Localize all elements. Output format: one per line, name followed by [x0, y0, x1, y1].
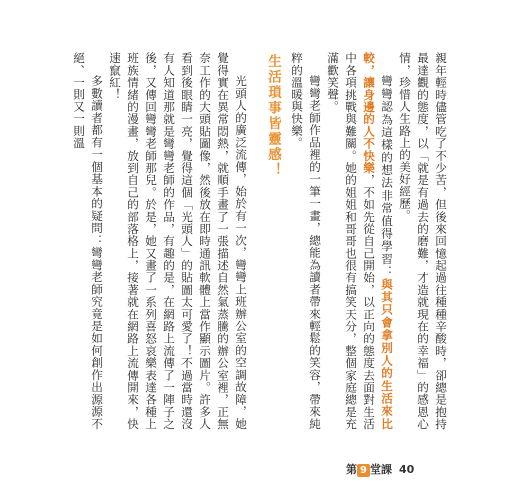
lesson-label: [346, 461, 392, 477]
body-text: [72, 52, 450, 430]
lesson-number-badge: 9: [357, 464, 370, 477]
lesson-prefix: 第: [346, 463, 357, 476]
page-footer: [346, 461, 414, 477]
paragraph: 多數讀者都有一個基本的疑問：彎彎老師究竟是如何創作出源源不絕、一則又一則溫: [72, 52, 104, 430]
paragraph: [324, 52, 396, 430]
paragraph: 親年輕時儘管吃了不少苦，但後來回憶起過往種種辛酸時，卻總是抱持最達觀的態度，以「就是有過去的磨難，才造就現在的幸福」的感恩心情，珍惜人生路上的美好經歷。: [398, 52, 448, 430]
paragraph: 彎彎老師作品裡的一筆一畫，總能為讀者帶來輕鬆的笑容，帶來純粹的溫暖與快樂。: [290, 52, 322, 430]
section-heading: 生活瑣事皆靈感！: [265, 54, 281, 178]
lesson-suffix: 堂課: [369, 463, 392, 476]
page-number: 40: [398, 462, 415, 476]
paragraph-lead: 彎彎認為這樣的想法非常值得學習：: [380, 75, 394, 279]
paragraph: 光頭人的廣泛流傳，始於有一次，彎彎上班辦公室的空調故障，她覺得實在異常悶熱，就順手畫了一張描述自然氣蒸騰的辦公室裡，正無奈工作的大頭貼圖像，然後放在即時通訊軟體上當作顯示圖片。許多人看到後眼睛一亮，覺得這個「光頭人」的貼圖太可愛了！不過當時還沒有人知道那就是彎彎老師的作品，有趣的是，在網路上流傳了一陣子之後，又傳回彎彎老師那兒。於是，她又畫了一系列喜怒哀樂表達各種上班族情緒的漫畫，放到自己的部落格上，接著就在網路上流傳開來，快速竄紅！: [108, 52, 248, 430]
highlighted-quote: 與其只會拿別人的生活來比較，讓身邊的人不快樂: [362, 52, 394, 430]
paragraph-rest: ，不如先從自己開始，以正向的態度去面對生活中各項挑戰與難關。她的姐姐和哥哥也很有搞笑天分，整個家庭總是充滿歡笑聲。: [326, 52, 376, 430]
